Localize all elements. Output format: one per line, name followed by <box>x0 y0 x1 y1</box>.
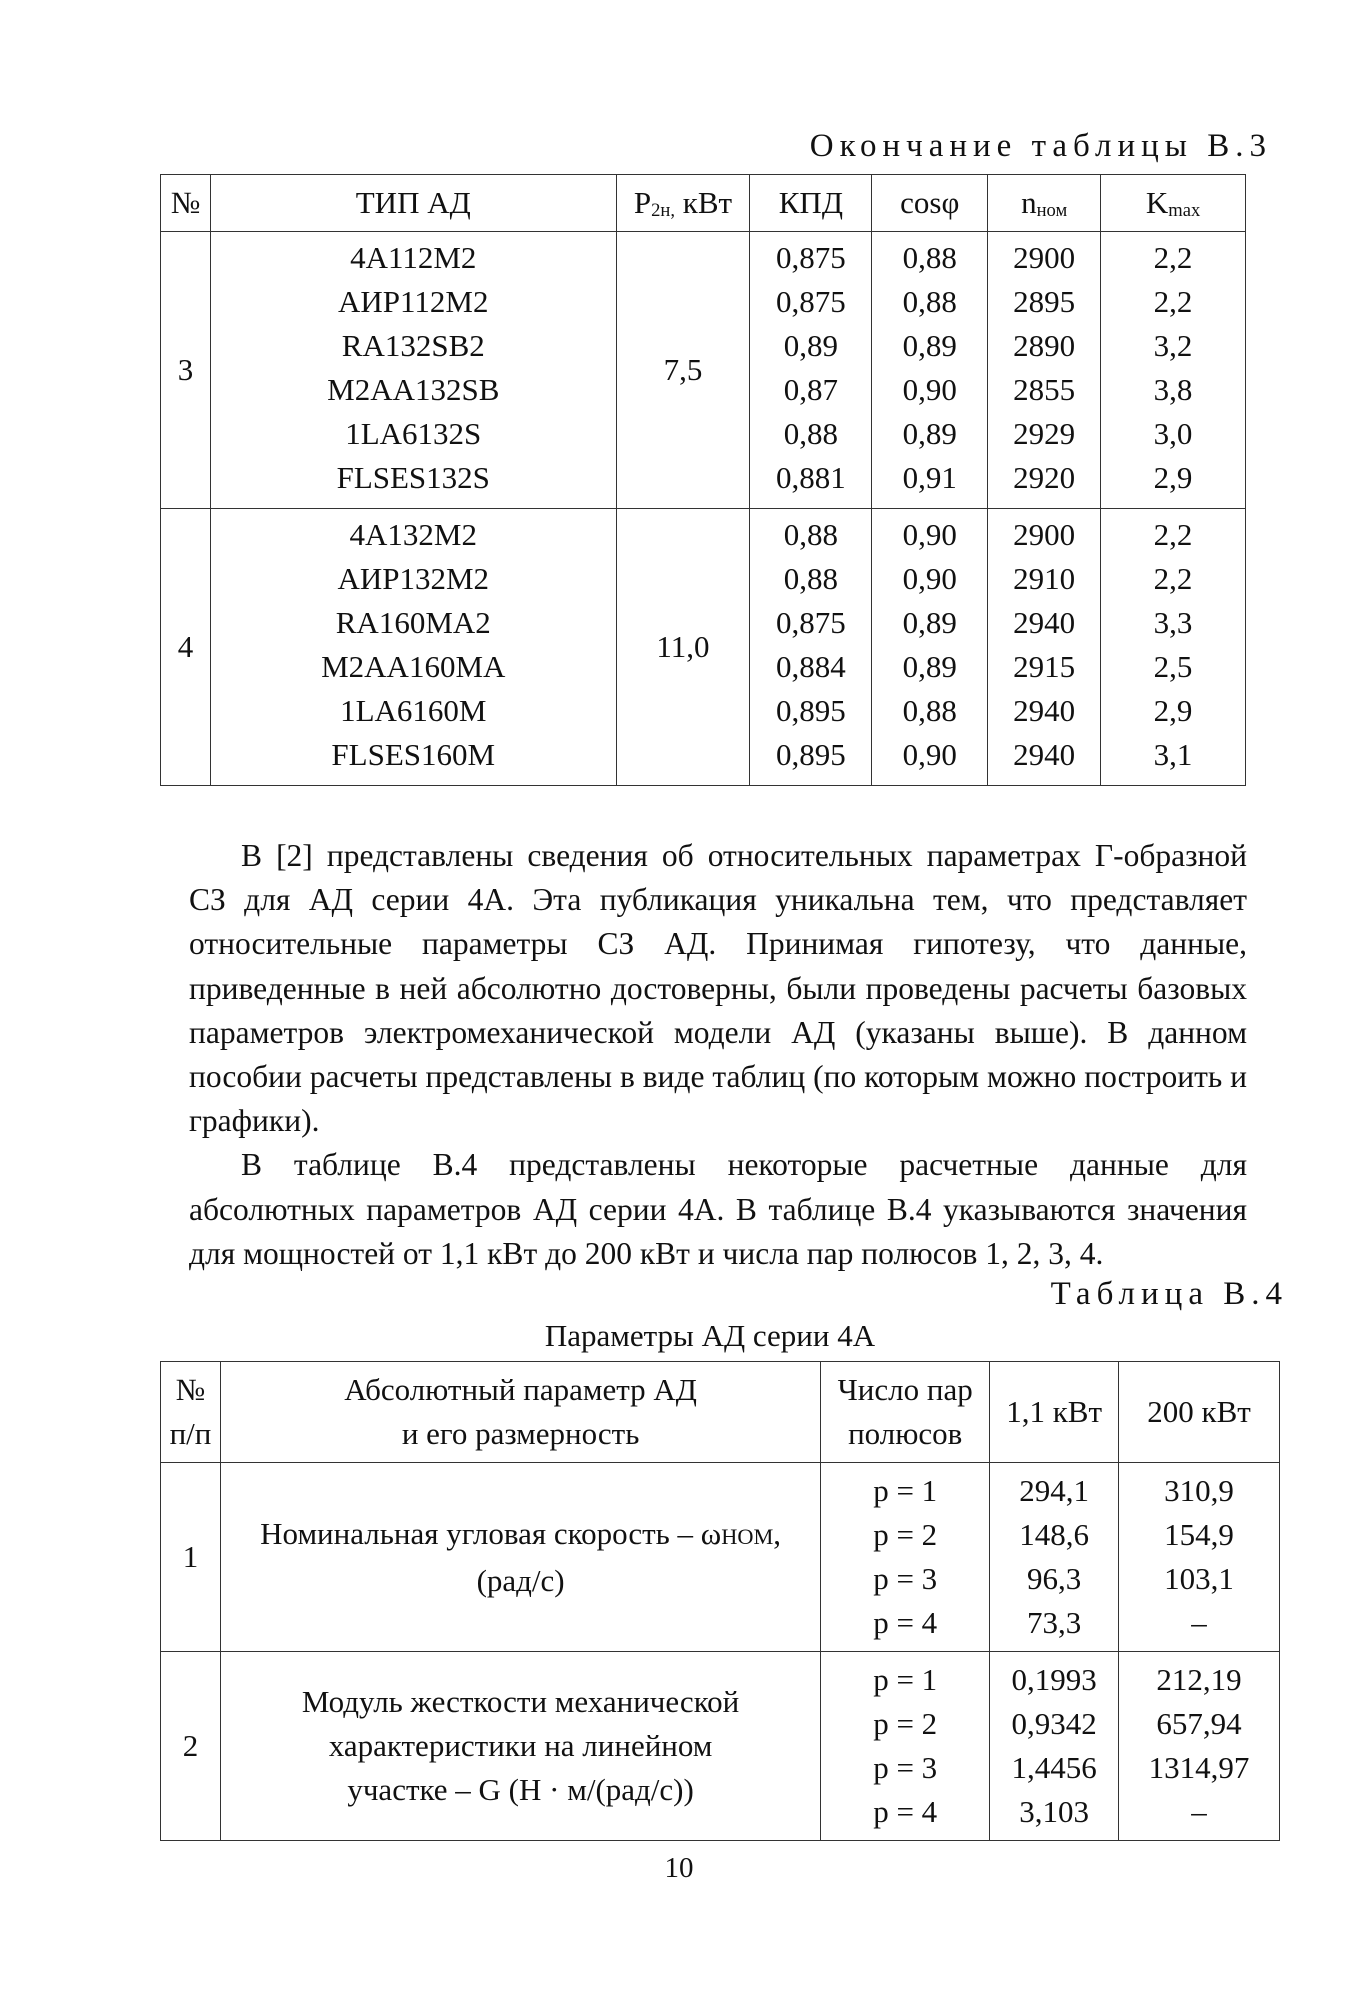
header-num <box>161 1362 221 1463</box>
table-row-group-4 <box>161 509 1246 786</box>
header-kmax-symbol: K <box>1145 184 1169 220</box>
pole-pair: p = 3 <box>873 1561 938 1596</box>
motor-types-cell <box>210 509 616 786</box>
header-nnom <box>988 175 1101 232</box>
value: 294,1 <box>1019 1473 1089 1508</box>
value-1-1kw-cell <box>990 1463 1119 1652</box>
parameter-subscript: НОМ <box>721 1523 774 1549</box>
motor-type: RA160MA2 <box>335 605 491 640</box>
nnom-value: 2890 <box>1013 328 1076 363</box>
pole-pair: p = 2 <box>873 1517 938 1552</box>
body-text <box>189 834 1247 1276</box>
row-num: 2 <box>161 1652 221 1841</box>
cosphi-value: 0,90 <box>902 561 957 596</box>
parameter-cell <box>220 1463 820 1652</box>
header-poles-line: полюсов <box>848 1416 963 1451</box>
group-num: 3 <box>161 232 211 509</box>
motor-type: АИР132M2 <box>337 561 490 596</box>
cosphi-value: 0,90 <box>902 517 957 552</box>
nnom-cell <box>988 232 1101 509</box>
header-kmax-subscript: max <box>1168 199 1201 221</box>
nnom-value: 2929 <box>1013 416 1076 451</box>
pole-pair: p = 4 <box>873 1605 938 1640</box>
efficiency-value: 0,895 <box>775 693 846 728</box>
efficiency-value: 0,87 <box>783 372 838 407</box>
kmax-value: 3,1 <box>1153 737 1193 772</box>
efficiency-value: 0,881 <box>775 460 846 495</box>
motor-type: 4A112M2 <box>350 240 477 275</box>
value: 1,4456 <box>1011 1750 1097 1785</box>
value: 1314,97 <box>1148 1750 1250 1785</box>
cosphi-value: 0,90 <box>902 737 957 772</box>
value: – <box>1191 1794 1207 1829</box>
row-num: 1 <box>161 1463 221 1652</box>
kmax-value: 2,9 <box>1153 460 1193 495</box>
kmax-value: 2,2 <box>1153 240 1193 275</box>
cosphi-value: 0,89 <box>902 416 957 451</box>
table-row-group-3 <box>161 232 1246 509</box>
kmax-value: 2,2 <box>1153 284 1193 319</box>
pole-pair: p = 3 <box>873 1750 938 1785</box>
kmax-value: 3,2 <box>1153 328 1193 363</box>
nnom-value: 2940 <box>1013 605 1076 640</box>
cosphi-value: 0,88 <box>902 693 957 728</box>
group-power: 7,5 <box>616 232 750 509</box>
nnom-value: 2910 <box>1013 561 1076 596</box>
pole-pair: p = 2 <box>873 1706 938 1741</box>
efficiency-value: 0,895 <box>775 737 846 772</box>
cosphi-value: 0,90 <box>902 372 957 407</box>
group-power: 11,0 <box>616 509 750 786</box>
motor-type: АИР112M2 <box>338 284 489 319</box>
header-1-1kw: 1,1 кВт <box>990 1362 1119 1463</box>
kmax-value: 3,0 <box>1153 416 1193 451</box>
table-header-row <box>161 1362 1280 1463</box>
header-parameter <box>220 1362 820 1463</box>
value: 103,1 <box>1164 1561 1234 1596</box>
cosphi-value: 0,89 <box>902 605 957 640</box>
nnom-value: 2915 <box>1013 649 1076 684</box>
cosphi-value: 0,88 <box>902 284 957 319</box>
parameter-line <box>221 1512 820 1559</box>
header-cosphi: cosφ <box>872 175 988 232</box>
kmax-value: 3,3 <box>1153 605 1193 640</box>
parameter-line: Модуль жесткости механической <box>301 1684 740 1719</box>
page-number: 10 <box>664 1852 694 1884</box>
cosphi-value: 0,91 <box>902 460 957 495</box>
header-parameter-line: Абсолютный параметр АД <box>344 1372 697 1407</box>
cosphi-value: 0,89 <box>902 328 957 363</box>
value: 310,9 <box>1164 1473 1234 1508</box>
table-row <box>161 1652 1280 1841</box>
header-num: № <box>161 175 211 232</box>
kmax-value: 2,2 <box>1153 517 1193 552</box>
table-b4-label: Таблица В.4 <box>1050 1276 1288 1312</box>
motor-type: 1LA6160M <box>340 693 487 728</box>
value: 154,9 <box>1164 1517 1234 1552</box>
kmax-value: 2,9 <box>1153 693 1193 728</box>
header-power-symbol: P <box>633 184 652 220</box>
value: – <box>1191 1605 1207 1640</box>
table-header-row <box>161 175 1246 232</box>
parameter-cell <box>220 1652 820 1841</box>
pole-pair: p = 4 <box>873 1794 938 1829</box>
poles-cell <box>821 1463 990 1652</box>
efficiency-value: 0,875 <box>775 605 846 640</box>
nnom-value: 2940 <box>1013 737 1076 772</box>
poles-cell <box>821 1652 990 1841</box>
parameter-text: Номинальная угловая скорость – ω <box>260 1515 722 1551</box>
header-parameter-line: и его размерность <box>401 1416 640 1451</box>
efficiency-value: 0,89 <box>783 328 838 363</box>
efficiency-value: 0,88 <box>783 561 838 596</box>
pole-pair: p = 1 <box>873 1473 938 1508</box>
kmax-cell <box>1101 232 1246 509</box>
paragraph: В таблице В.4 представлены некоторые расчетные данные для абсолютных параметров АД серии 4А. В таблице В.4 указываются значения для мощностей от 1,1 кВт до 200 кВт и числа пар полюсов 1, 2, 3, 4. <box>189 1147 1247 1271</box>
nnom-value: 2895 <box>1013 284 1076 319</box>
table-b3-continuation <box>160 174 1246 786</box>
motor-type: M2AA132SB <box>327 372 500 407</box>
parameter-line: участке – G (Н · м/(рад/с)) <box>347 1772 694 1807</box>
table-row <box>161 1463 1280 1652</box>
nnom-value: 2900 <box>1013 517 1076 552</box>
motor-types-cell <box>210 232 616 509</box>
header-poles-line: Число пар <box>837 1372 973 1407</box>
header-nnom-subscript: ном <box>1036 199 1068 221</box>
kmax-cell <box>1101 509 1246 786</box>
value-200kw-cell <box>1119 1652 1280 1841</box>
parameter-line: (рад/с) <box>476 1562 565 1598</box>
nnom-value: 2920 <box>1013 460 1076 495</box>
table-b4-title: Параметры АД серии 4А <box>544 1318 876 1353</box>
efficiency-value: 0,88 <box>783 416 838 451</box>
kmax-value: 2,2 <box>1153 561 1193 596</box>
efficiency-value: 0,875 <box>775 240 846 275</box>
efficiency-cell <box>750 232 872 509</box>
parameter-text: , <box>773 1515 782 1551</box>
kmax-value: 2,5 <box>1153 649 1193 684</box>
pole-pair: p = 1 <box>873 1662 938 1697</box>
efficiency-value: 0,88 <box>783 517 838 552</box>
motor-type: 1LA6132S <box>345 416 482 451</box>
cosphi-value: 0,88 <box>902 240 957 275</box>
kmax-value: 3,8 <box>1153 372 1193 407</box>
value: 212,19 <box>1156 1662 1242 1697</box>
header-num-line: п/п <box>169 1416 212 1451</box>
cosphi-cell <box>872 232 988 509</box>
header-efficiency: КПД <box>750 175 872 232</box>
efficiency-value: 0,875 <box>775 284 846 319</box>
motor-type: FLSES132S <box>336 460 490 495</box>
nnom-value: 2940 <box>1013 693 1076 728</box>
header-num-line: № <box>175 1372 206 1407</box>
value: 148,6 <box>1019 1517 1089 1552</box>
header-type: ТИП АД <box>210 175 616 232</box>
value-1-1kw-cell <box>990 1652 1119 1841</box>
parameter-line: характеристики на линейном <box>328 1728 713 1763</box>
header-nnom-symbol: n <box>1021 184 1037 220</box>
cosphi-cell <box>872 509 988 786</box>
table-b3-continuation-caption: Окончание таблицы В.3 <box>809 128 1272 164</box>
header-poles <box>821 1362 990 1463</box>
group-num: 4 <box>161 509 211 786</box>
paragraph: В [2] представлены сведения об относительных параметрах Г-образной СЗ для АД серии 4А. Эта публикация уникальна тем, что представляет относительные параметры СЗ АД. Принимая гипотезу, что данные, приведенные в ней абсолютно достоверны, были проведены расчеты базовых параметров электромеханической модели АД (указаны выше). В данном пособии расчеты представлены в виде таблиц (по которым можно построить и графики). <box>189 838 1247 1139</box>
value: 0,9342 <box>1011 1706 1097 1741</box>
cosphi-value: 0,89 <box>902 649 957 684</box>
value: 0,1993 <box>1011 1662 1097 1697</box>
efficiency-value: 0,884 <box>775 649 846 684</box>
header-200kw: 200 кВт <box>1119 1362 1280 1463</box>
nnom-value: 2855 <box>1013 372 1076 407</box>
motor-type: M2AA160MA <box>321 649 506 684</box>
efficiency-cell <box>750 509 872 786</box>
header-kmax <box>1101 175 1246 232</box>
value: 3,103 <box>1019 1794 1089 1829</box>
nnom-value: 2900 <box>1013 240 1076 275</box>
header-power-subscript: 2н, <box>651 199 676 221</box>
value: 73,3 <box>1026 1605 1082 1640</box>
nnom-cell <box>988 509 1101 786</box>
motor-type: 4A132M2 <box>349 517 477 552</box>
value-200kw-cell <box>1119 1463 1280 1652</box>
value: 96,3 <box>1026 1561 1082 1596</box>
table-b4 <box>160 1361 1280 1841</box>
header-power-unit: кВт <box>675 184 733 220</box>
motor-type: FLSES160M <box>331 737 496 772</box>
value: 657,94 <box>1156 1706 1242 1741</box>
motor-type: RA132SB2 <box>341 328 485 363</box>
header-power <box>616 175 750 232</box>
